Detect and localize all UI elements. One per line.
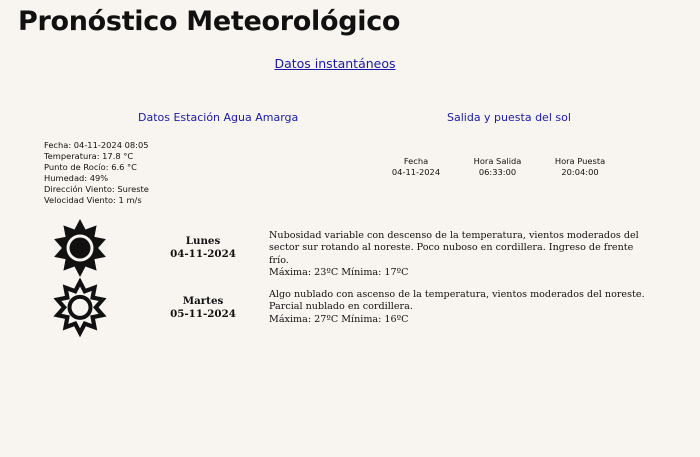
forecast-text-2 bbox=[269, 289, 647, 326]
station-dew-point: Punto de Rocío: 6.6 °C bbox=[44, 161, 137, 172]
forecast-description-1: Nubosidad variable con descenso de la temperatura, vientos moderados del sector sur rotando al noreste. Poco nuboso en cordillera. Ingreso de frente frío. bbox=[269, 230, 639, 266]
station-data bbox=[44, 140, 149, 205]
station-wind-direction: Dirección Viento: Sureste bbox=[44, 183, 149, 194]
sun-outline-icon bbox=[50, 278, 110, 338]
sun-header-sunrise: Hora Salida bbox=[473, 156, 522, 166]
day-name-1: Lunes bbox=[185, 235, 221, 247]
day-label-1 bbox=[168, 235, 238, 260]
page-title: Pronóstico Meteorológico bbox=[18, 6, 401, 37]
day-label-2 bbox=[168, 295, 238, 320]
day-date-2: 05-11-2024 bbox=[170, 307, 236, 320]
sun-header-date: Fecha bbox=[403, 156, 429, 166]
forecast-temps-2 bbox=[269, 314, 647, 326]
station-heading: Datos Estación Agua Amarga bbox=[138, 111, 299, 124]
forecast-description-2: Algo nublado con ascenso de la temperatura, vientos moderados del noreste. Parcial nublado en cordillera. bbox=[269, 289, 645, 313]
sun-value-sunrise: 06:33:00 bbox=[478, 166, 517, 177]
forecast-text-1 bbox=[269, 230, 647, 280]
station-wind-speed: Velocidad Viento: 1 m/s bbox=[44, 194, 142, 205]
station-temperature: Temperatura: 17.8 °C bbox=[44, 150, 134, 161]
forecast-min-1: Mínima: 17ºC bbox=[341, 267, 409, 279]
station-date: Fecha: 04-11-2024 08:05 bbox=[44, 140, 149, 150]
forecast-max-1: Máxima: 23ºC bbox=[269, 267, 339, 279]
sun-value-date: 04-11-2024 bbox=[391, 166, 441, 177]
sun-header-sunset: Hora Puesta bbox=[554, 156, 606, 166]
sun-icon bbox=[50, 218, 110, 278]
instant-data-link[interactable]: Datos instantáneos bbox=[274, 56, 396, 71]
day-date-1: 04-11-2024 bbox=[170, 247, 236, 260]
sun-heading: Salida y puesta del sol bbox=[447, 111, 571, 124]
forecast-max-2: Máxima: 27ºC bbox=[269, 313, 339, 325]
sun-table-header-row bbox=[378, 156, 619, 167]
forecast-min-2: Mínima: 16ºC bbox=[341, 313, 409, 325]
day-name-2: Martes bbox=[182, 295, 224, 307]
sun-table-value-row bbox=[378, 167, 619, 178]
station-humidity: Humedad: 49% bbox=[44, 172, 109, 183]
sun-table bbox=[378, 156, 619, 177]
sun-value-sunset: 20:04:00 bbox=[561, 166, 599, 177]
forecast-temps-1 bbox=[269, 267, 647, 279]
